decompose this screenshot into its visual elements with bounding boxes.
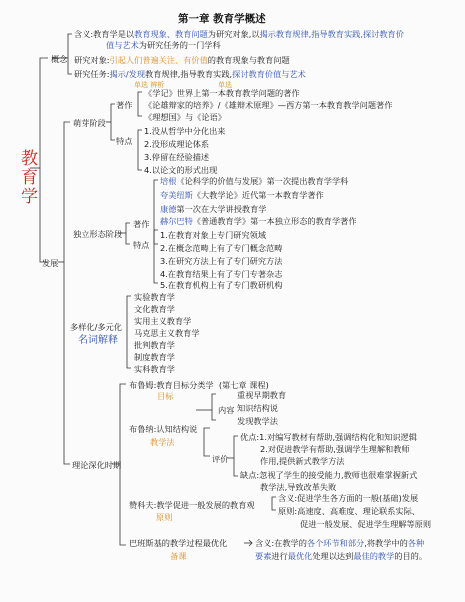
- deepening-stage-label: 理论深化时期: [72, 460, 122, 470]
- diverse-note: 名词解释: [78, 335, 118, 346]
- independent-feature-2: 2.在概念范畴上有了专门概念范畴: [160, 243, 283, 253]
- independent-work-3: 康德第一次在大学讲授教育学: [160, 204, 267, 214]
- root-node: [21, 150, 38, 207]
- bruner-eval-label: 评价: [212, 454, 229, 464]
- bruner-label: 布鲁纳:认知结构说: [129, 424, 198, 434]
- independent-work-1: 培根《论科学的价值与发展》第一次提出教育学学科: [160, 176, 349, 186]
- babansky-meaning-line1: 含义:在教学的各个环节和部分,将教学中的各种: [255, 538, 425, 548]
- babansky-meaning-line2: 要素进行最优化处理以达到最佳的教学的目的。: [255, 551, 428, 561]
- bruner-content-2: 知识结构说: [237, 403, 278, 413]
- concept-definition-line2: 值与艺术为研究任务的一门学科: [106, 40, 221, 50]
- root-char-3: 学: [21, 187, 38, 207]
- bloom-note: 目标: [157, 391, 174, 401]
- sprout-work-2: 《论雄辩家的培养》/《雄辩术原理》—西方第一本教育教学问题著作: [144, 100, 393, 110]
- diverse-item-4: 马克思主义教育学: [134, 328, 200, 338]
- independent-feature-3: 3.在研究方法上有了专门研究方法: [160, 256, 283, 266]
- independent-feature-1: 1.在教育对象上专门研究领域: [160, 230, 267, 240]
- concept-task: 研究任务:揭示/发现教育规律,指导教育实践,探讨教育价值与艺术: [74, 69, 306, 79]
- bruner-content-3: 发现教学法: [237, 416, 278, 426]
- zankov-principle-2: 促进一般发展、促进学生理解等原则: [300, 519, 432, 529]
- concept-label: 概念: [51, 54, 68, 64]
- independent-work-2: 夸美纽斯《大教学论》近代第一本教育学著作: [160, 190, 324, 200]
- diverse-item-7: 实科教育学: [134, 364, 175, 374]
- concept-note-1: 单选 辨析: [134, 81, 165, 89]
- sprout-feature-1: 1.没从哲学中分化出来: [144, 126, 226, 136]
- root-char-1: 教: [21, 149, 38, 169]
- sprout-works-label: 著作: [116, 100, 133, 110]
- diverse-item-3: 实用主义教育学: [134, 316, 192, 326]
- independent-work-4: 赫尔巴特《普通教育学》第一本独立形态的教育学著作: [160, 216, 357, 226]
- sprout-work-3: 《理想国》与《论语》: [144, 112, 226, 122]
- sprout-feature-2: 2.没形成理论体系: [144, 139, 210, 149]
- diverse-item-6: 制度教育学: [134, 352, 175, 362]
- bruner-pro-1: 优点:1.对编写教材有帮助,强调结构化和知识逻辑: [240, 432, 417, 442]
- root-char-2: 育: [21, 168, 38, 188]
- independent-works-label: 著作: [133, 219, 150, 229]
- sprout-feature-3: 3.停留在经验描述: [144, 152, 210, 162]
- bruner-pro-3: 作用,提供新式教学方法: [260, 456, 345, 466]
- sprout-stage-label: 萌芽阶段: [73, 118, 106, 128]
- sprout-work-1: 《学记》世界上第一本教育教学问题的著作: [144, 88, 300, 98]
- babansky-note: 备课: [170, 551, 187, 561]
- bloom-label: 布鲁姆:教育目标分类学 (第七章 课程): [129, 380, 269, 390]
- diverse-stage-label: 多样化/多元化: [70, 322, 122, 332]
- page-title: 第一章 教育学概述: [178, 13, 266, 25]
- bruner-note: 教学法: [150, 437, 175, 447]
- bruner-content-1: 重视早期教育: [237, 390, 287, 400]
- diverse-item-1: 实验教育学: [134, 292, 175, 302]
- zankov-label: 赞科夫:教学促进一般发展的教育观: [129, 500, 255, 510]
- zankov-principle-1: 原则:高速度、高难度、理论联系实际、: [278, 506, 420, 516]
- independent-features-label: 特点: [133, 240, 150, 250]
- development-label: 发展: [42, 258, 59, 268]
- sprout-feature-4: 4.以论文的形式出现: [144, 165, 218, 175]
- bruner-con-1: 缺点:忽视了学生的接受能力,教师也很难掌握新式: [240, 470, 418, 480]
- independent-stage-label: 独立形态阶段: [73, 229, 123, 239]
- zankov-meaning: 含义:促进学生各方面的一般(基础)发展: [278, 493, 419, 503]
- zankov-note: 原则: [156, 512, 173, 522]
- bruner-content-label: 内容: [218, 405, 235, 415]
- bruner-pro-2: 2.对促进教学有帮助,强调学生理解和教师: [260, 444, 410, 454]
- independent-feature-4: 4.在教育结果上有了专门专著杂志: [160, 269, 283, 279]
- bruner-con-2: 教学法,导致改革失败: [260, 482, 337, 492]
- concept-object: 研究对象:引起人们普遍关注、有价值的教育现象与教育问题: [74, 55, 290, 65]
- sprout-features-label: 特点: [116, 136, 133, 146]
- concept-note-2: 单选: [218, 81, 232, 89]
- concept-definition-line1: 含义:教育学是以教育现象、教育问题为研究对象,以揭示教育规律,指导教育实践,探讨教育价: [74, 29, 404, 39]
- diverse-item-2: 文化教育学: [134, 304, 175, 314]
- independent-feature-5: 5.在教育机构上有了专门教研机构: [160, 280, 283, 290]
- diverse-item-5: 批判教育学: [134, 340, 175, 350]
- babansky-label: 巴班斯基的教学过程最优化: [129, 538, 228, 548]
